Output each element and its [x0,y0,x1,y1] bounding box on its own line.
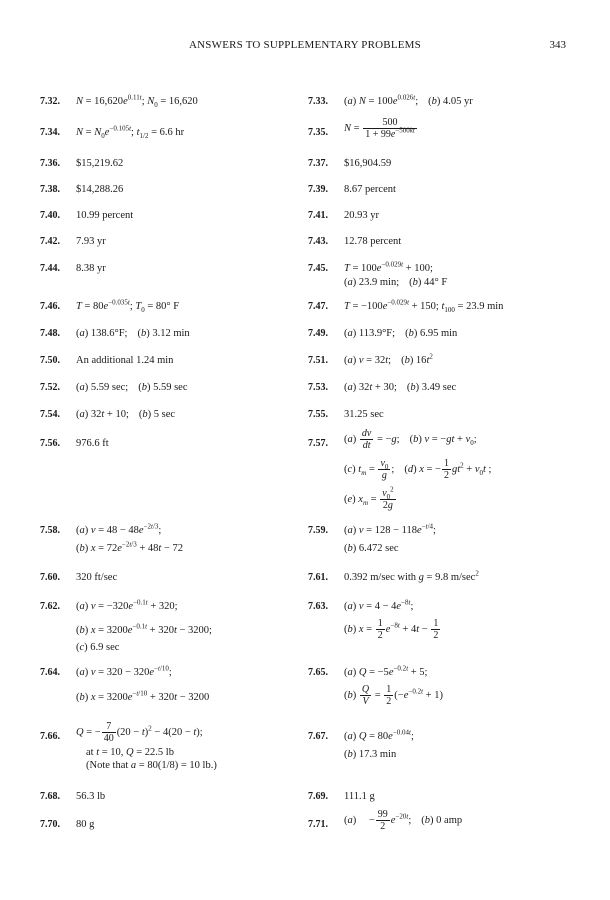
running-header [0,39,610,55]
answer-text: 976.6 ft [76,438,109,449]
answer-number: 7.49. [308,328,328,339]
page-number: 343 [549,39,566,51]
answer-number: 7.44. [40,263,60,274]
answer-number: 7.40. [40,210,60,221]
answer-number: 7.58. [40,525,60,536]
answer-text: 7.93 yr [76,236,106,247]
answer-number: 7.59. [308,525,328,536]
answer-number: 7.52. [40,382,60,393]
answer-text: 8.67 percent [344,184,396,195]
answer-number: 7.63. [308,601,328,612]
answer-number: 7.68. [40,791,60,802]
answer-number: 7.61. [308,572,328,583]
answer-number: 7.45. [308,263,328,274]
answer-text: 56.3 lb [76,791,106,802]
answer-number: 7.55. [308,409,328,420]
answer-number: 7.50. [40,355,60,366]
answer-number: 7.66. [40,731,60,742]
answer-text: $15,219.62 [76,158,124,169]
answer-number: 7.37. [308,158,328,169]
answer-number: 7.32. [40,96,60,107]
answer-number: 7.62. [40,601,60,612]
answer-text: 111.1 g [344,791,375,802]
answer-number: 7.48. [40,328,60,339]
answer-number: 7.69. [308,791,328,802]
answer-number: 7.70. [40,819,60,830]
answer-text: 31.25 sec [344,409,384,420]
answer-number: 7.54. [40,409,60,420]
answer-number: 7.51. [308,355,328,366]
answer-number: 7.47. [308,301,328,312]
answer-number: 7.41. [308,210,328,221]
answer-number: 7.57. [308,438,328,449]
answer-text: 8.38 yr [76,263,106,274]
answer-text: 20.93 yr [344,210,379,221]
answer-text: $16,904.59 [344,158,392,169]
answer-number: 7.39. [308,184,328,195]
answer-text: 80 g [76,819,95,830]
answer-number: 7.53. [308,382,328,393]
answer-text: 10.99 percent [76,210,134,221]
answer-number: 7.56. [40,438,60,449]
answer-number: 7.35. [308,127,328,138]
answer-text: An additional 1.24 min [76,355,174,366]
answer-number: 7.36. [40,158,60,169]
answer-number: 7.38. [40,184,60,195]
answer-number: 7.34. [40,127,60,138]
answer-number: 7.42. [40,236,60,247]
answer-number: 7.65. [308,667,328,678]
answer-number: 7.60. [40,572,60,583]
answer-number: 7.33. [308,96,328,107]
answer-number: 7.43. [308,236,328,247]
header-title: ANSWERS TO SUPPLEMENTARY PROBLEMS [189,39,421,51]
answer-text: 320 ft/sec [76,572,118,583]
answer-number: 7.67. [308,731,328,742]
answer-text: 12.78 percent [344,236,402,247]
answer-number: 7.64. [40,667,60,678]
answer-number: 7.71. [308,819,328,830]
answer-number: 7.46. [40,301,60,312]
answer-text: $14,288.26 [76,184,124,195]
